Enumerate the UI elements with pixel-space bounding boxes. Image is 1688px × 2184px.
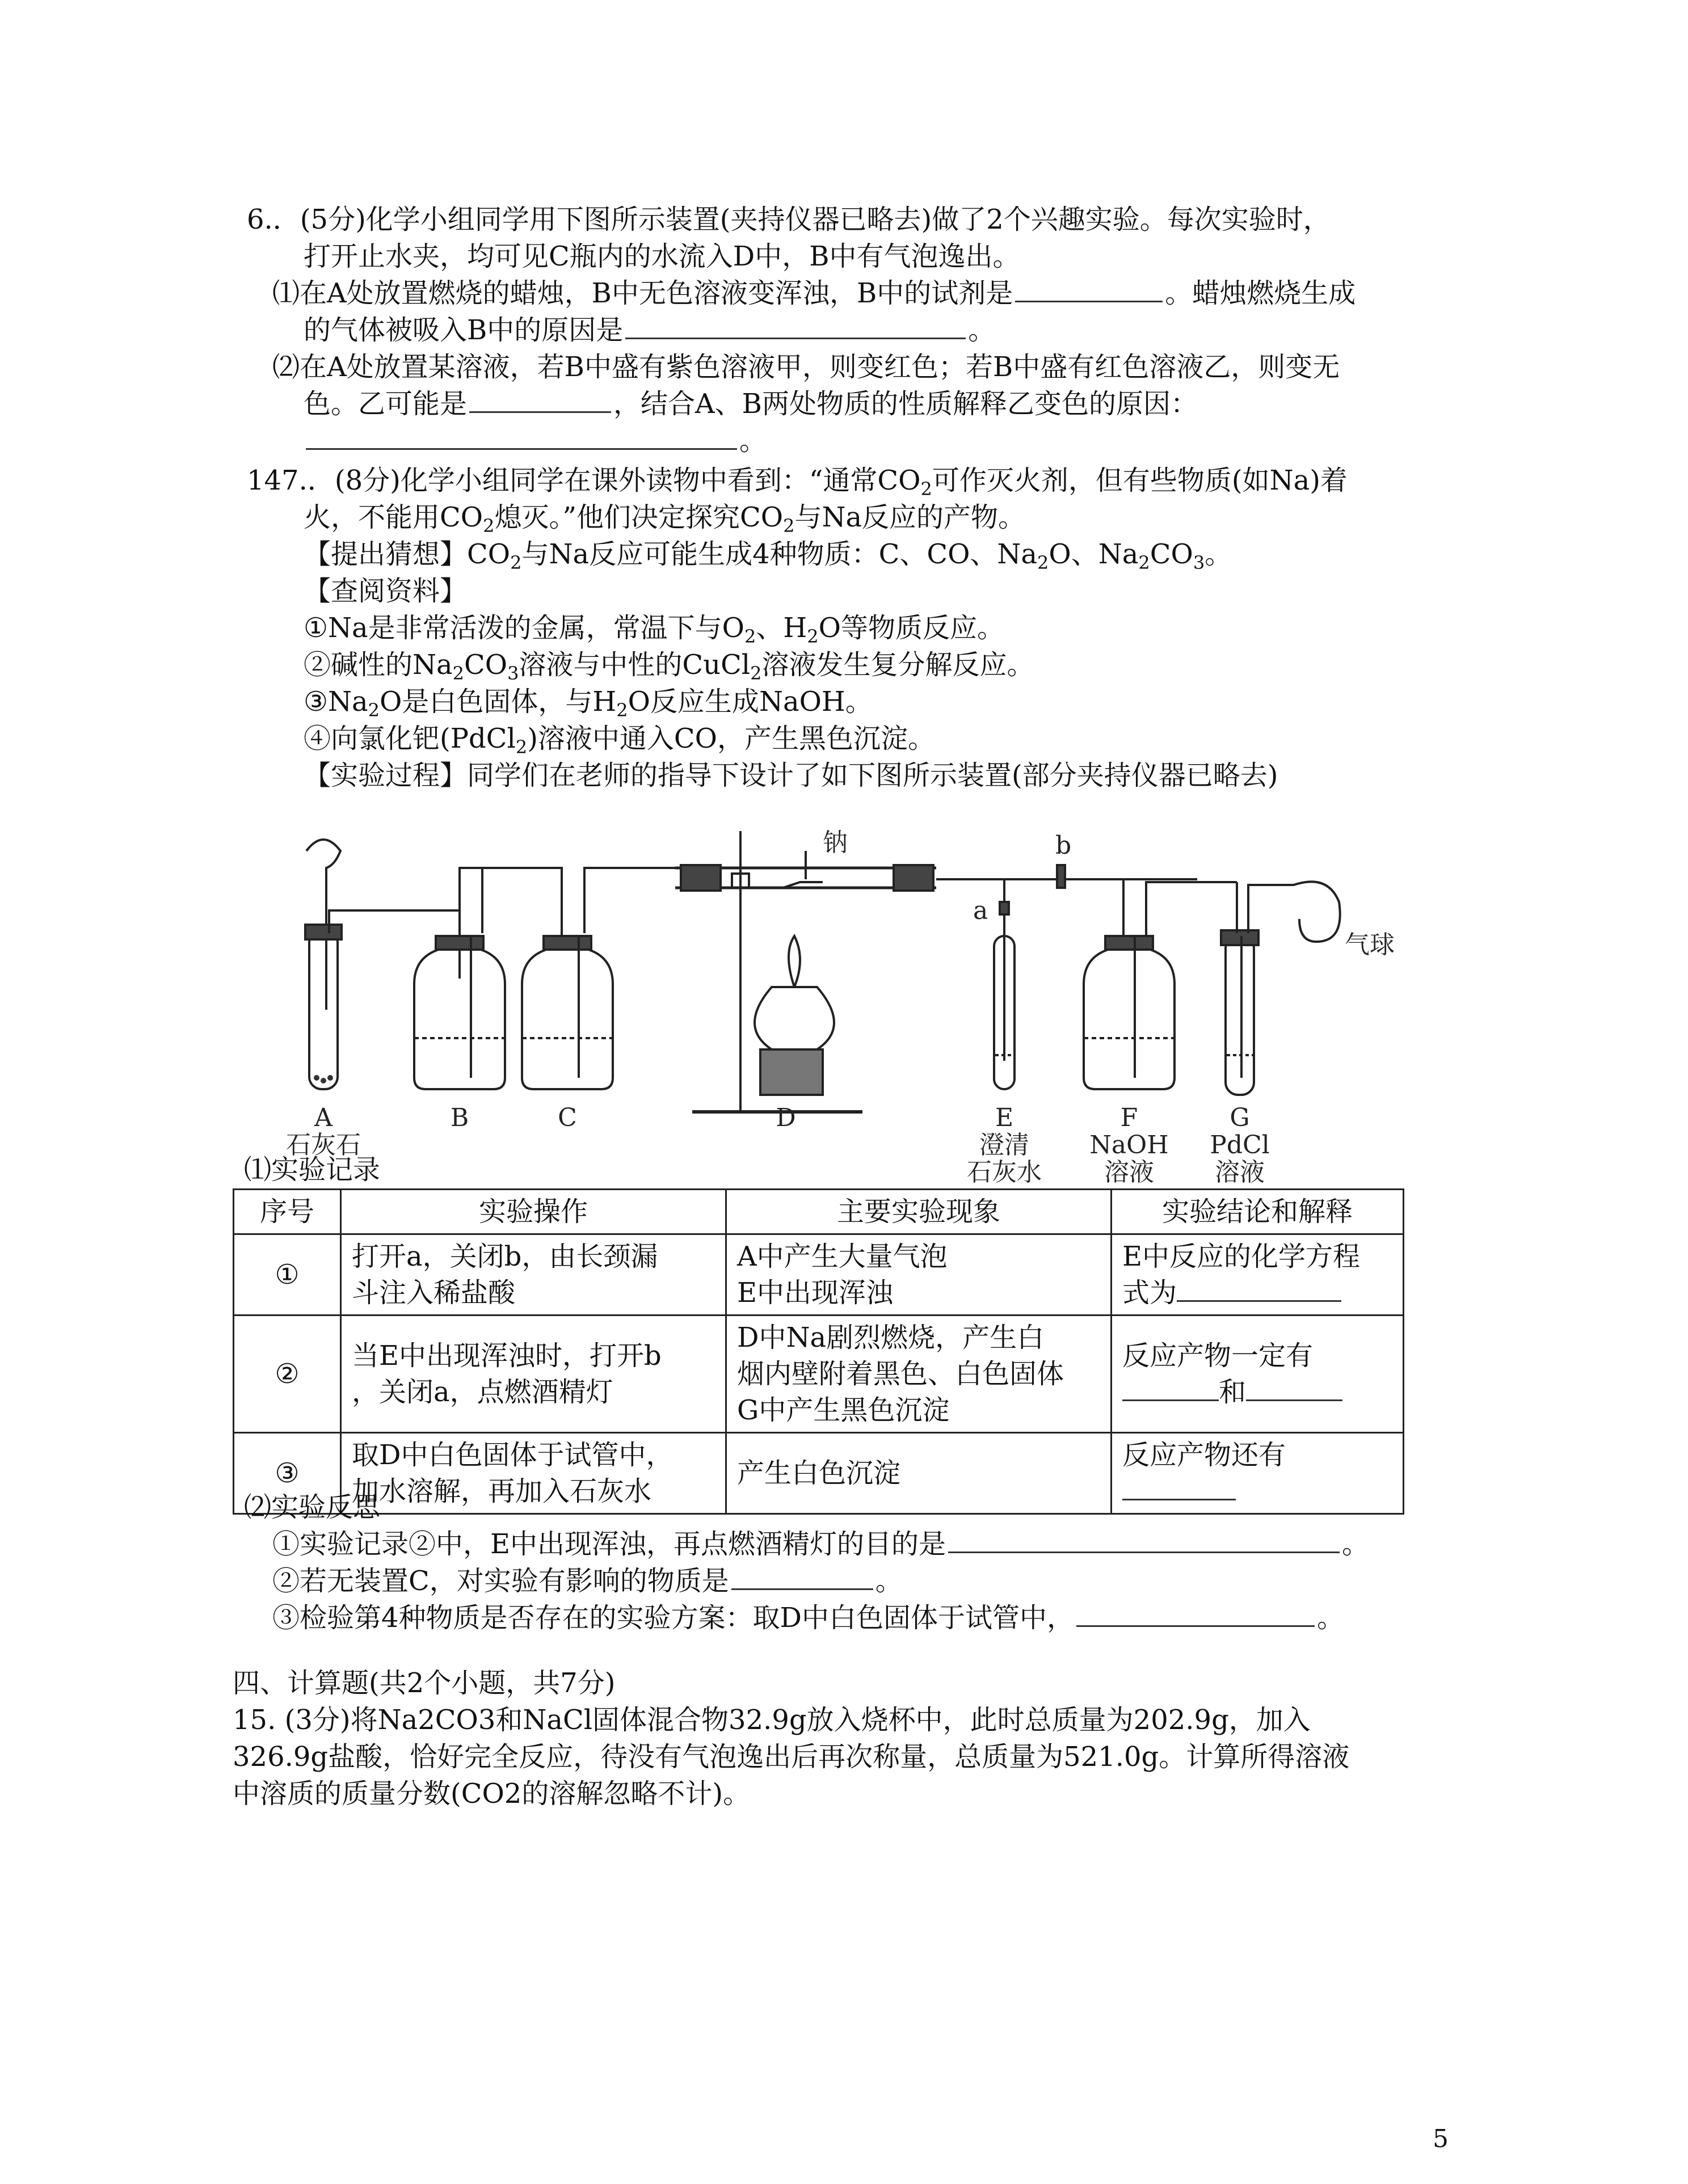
q6-line-2 bbox=[304, 238, 1020, 275]
q15-text-3: 中溶质的质量分数(CO2的溶解忽略不计)。 bbox=[233, 1778, 751, 1810]
q6-text-2: 打开止水夹，均可见C瓶内的水流入D中，B中有气泡逸出。 bbox=[304, 241, 1020, 272]
record-caption-text: ⑴实验记录 bbox=[244, 1154, 381, 1186]
q147-ref-3 bbox=[304, 684, 873, 720]
ref1-c: O等物质反应。 bbox=[818, 612, 1004, 644]
q6-part2-line bbox=[272, 349, 1340, 385]
row-conclusion bbox=[1112, 1316, 1404, 1433]
q6-part1-line bbox=[272, 275, 1356, 311]
guess-text-a: 【提出猜想】CO bbox=[304, 538, 511, 570]
ph-line: A中产生大量气泡 bbox=[737, 1241, 948, 1272]
reflect-text-2: ②若无装置C，对实验有影响的物质是 bbox=[272, 1565, 729, 1597]
balloon-label: 气球 bbox=[1345, 930, 1395, 959]
ph-line: D中Na剧烈燃烧，产生白 bbox=[737, 1322, 1045, 1354]
q147-line-2 bbox=[304, 499, 1025, 536]
apparatus-label-e-line-2: 石灰水 bbox=[967, 1158, 1042, 1187]
q15-line-1 bbox=[233, 1702, 1311, 1738]
apparatus-c-bottle bbox=[516, 868, 675, 1089]
q6-part2-text-c: ，结合A、B两处物质的性质解释乙变色的原因： bbox=[613, 388, 1198, 420]
reflect-line-1 bbox=[272, 1526, 1369, 1562]
apparatus-label-a: A bbox=[314, 1103, 332, 1132]
ph-line: 产生白色沉淀 bbox=[737, 1457, 901, 1489]
q6-part2-text-d: 。 bbox=[739, 425, 767, 457]
apparatus-g-test-tube bbox=[1221, 882, 1340, 1095]
page-number: 5 bbox=[1433, 2124, 1449, 2153]
reflect-line-3 bbox=[272, 1600, 1344, 1636]
ph-line: 烟内壁附着黑色、白色固体 bbox=[737, 1358, 1064, 1390]
op-line: 加水溶解，再加入石灰水 bbox=[352, 1475, 652, 1507]
ph-line: E中出现浑浊 bbox=[737, 1277, 894, 1309]
q147-text-1a: 147.．(8分)化学小组同学在课外读物中看到：“通常CO bbox=[247, 465, 921, 496]
answer-blank[interactable] bbox=[948, 1527, 1340, 1553]
subscript: 3 bbox=[1193, 552, 1205, 574]
apparatus-b-bottle bbox=[414, 868, 516, 1089]
q147-ref-1 bbox=[304, 610, 1004, 646]
c-text: 式为 bbox=[1122, 1277, 1177, 1309]
ref2-d: 溶液发生复分解反应。 bbox=[761, 649, 1034, 681]
q6-part1-text: ⑴在A处放置燃烧的蜡烛，B中无色溶液变浑浊，B中的试剂是 bbox=[272, 277, 1013, 309]
row-index: ① bbox=[234, 1234, 341, 1316]
guess-text-d: CO bbox=[1150, 538, 1193, 570]
q6-part1-text-d: 。 bbox=[968, 314, 996, 346]
sodium-label: 钠 bbox=[823, 828, 848, 857]
record-table bbox=[233, 1188, 1404, 1515]
c-line: E中反应的化学方程 bbox=[1122, 1241, 1361, 1272]
subscript: 2 bbox=[1037, 552, 1049, 574]
apparatus-a-test-tube bbox=[305, 840, 460, 1089]
c-line bbox=[1122, 1473, 1392, 1510]
q6-part2-text: ⑵在A处放置某溶液，若B中盛有紫色溶液甲，则变红色；若B中盛有红色溶液乙，则变无 bbox=[272, 351, 1340, 383]
subscript: 2 bbox=[616, 699, 628, 721]
q6-answer-blank-3[interactable] bbox=[469, 386, 611, 413]
q15-text-1: 15. (3分)将Na2CO3和NaCl固体混合物32.9g放入烧杯中，此时总质量为202.9g，加入 bbox=[233, 1704, 1311, 1736]
q147-text-1b: 可作灭火剂，但有些物质(如Na)着 bbox=[932, 465, 1348, 496]
subscript: 2 bbox=[750, 663, 762, 684]
row-phenomenon bbox=[726, 1234, 1112, 1316]
c-line: 反应产物还有 bbox=[1122, 1439, 1286, 1471]
guess-text-b: 与Na反应可能生成4种物质：C、CO、Na bbox=[521, 538, 1038, 570]
q6-answer-blank-4[interactable] bbox=[306, 423, 737, 450]
q147-process bbox=[304, 757, 1278, 794]
row-conclusion bbox=[1112, 1234, 1404, 1316]
valve-a-label: a bbox=[973, 896, 988, 925]
header-index: 序号 bbox=[234, 1190, 341, 1234]
subscript: 2 bbox=[783, 515, 795, 537]
answer-blank[interactable] bbox=[1177, 1277, 1341, 1302]
apparatus-label-e: E bbox=[995, 1103, 1014, 1132]
q147-text-2a: 火，不能用CO bbox=[304, 501, 483, 533]
header-conclusion: 实验结论和解释 bbox=[1112, 1190, 1404, 1234]
apparatus-label-b: B bbox=[450, 1103, 469, 1132]
table-row bbox=[234, 1433, 1404, 1514]
row-operation bbox=[341, 1316, 726, 1433]
ref2-b: CO bbox=[464, 649, 508, 681]
row-operation bbox=[341, 1433, 726, 1514]
ref3-c: O反应生成NaOH。 bbox=[628, 686, 873, 718]
c-line bbox=[1122, 1374, 1392, 1410]
record-header-row bbox=[234, 1190, 1404, 1234]
row-phenomenon bbox=[726, 1433, 1112, 1514]
ref2-c: 溶液与中性的CuCl bbox=[519, 649, 751, 681]
subscript: 2 bbox=[515, 736, 528, 758]
apparatus-label-d: D bbox=[776, 1103, 796, 1132]
q147-line-1 bbox=[247, 462, 1348, 499]
ref2-a: ②碱性的Na bbox=[304, 649, 453, 681]
apparatus-label-f-line-1: NaOH bbox=[1089, 1131, 1169, 1160]
subscript: 2 bbox=[1138, 552, 1150, 574]
row-index: ② bbox=[234, 1316, 341, 1433]
ref1-a: ①Na是非常活泼的金属，常温下与O bbox=[304, 612, 745, 644]
reflect-caption-text: ⑵实验反思 bbox=[244, 1491, 381, 1523]
apparatus-label-g-line-2: 溶液 bbox=[1215, 1158, 1265, 1187]
q6-part2-text-b: 色。乙可能是 bbox=[304, 388, 468, 420]
apparatus-label-f: F bbox=[1120, 1103, 1138, 1132]
subscript: 2 bbox=[368, 699, 380, 721]
answer-blank[interactable] bbox=[731, 1563, 873, 1590]
answer-blank[interactable] bbox=[1246, 1377, 1342, 1401]
ref3-a: ③Na bbox=[304, 686, 368, 718]
reflect-text-1b: 。 bbox=[1342, 1528, 1370, 1560]
subscript: 2 bbox=[483, 515, 495, 537]
row-index: ③ bbox=[234, 1433, 341, 1514]
reflect-text-3b: 。 bbox=[1317, 1602, 1345, 1634]
q147-lookup-heading bbox=[304, 573, 467, 609]
section4-title-text: 四、计算题(共2个小题，共7分) bbox=[233, 1667, 616, 1699]
apparatus-e-test-tube bbox=[994, 865, 1065, 1089]
table-row bbox=[234, 1316, 1404, 1433]
header-operation: 实验操作 bbox=[341, 1190, 726, 1234]
q6-part2-line-3 bbox=[304, 423, 767, 459]
q6-part1-text-b: 。蜡烛燃烧生成 bbox=[1165, 277, 1356, 309]
op-line: 取D中白色固体于试管中， bbox=[352, 1439, 673, 1471]
q6-part1-line-2 bbox=[304, 312, 995, 348]
q147-guess bbox=[304, 536, 1232, 572]
apparatus-d-combustion-tube bbox=[675, 831, 1197, 1112]
q147-text-2b: 熄灭。”他们决定探究CO bbox=[494, 501, 784, 533]
apparatus-label-f-line-2: 溶液 bbox=[1104, 1158, 1154, 1187]
ref3-b: O是白色固体，与H bbox=[380, 686, 617, 718]
c-line bbox=[1122, 1275, 1392, 1311]
subscript: 2 bbox=[920, 478, 932, 500]
apparatus-label-e-line-1: 澄清 bbox=[979, 1131, 1029, 1160]
apparatus-label-g-line-1: PdCl bbox=[1210, 1131, 1270, 1160]
answer-blank[interactable] bbox=[1076, 1600, 1315, 1627]
reflect-caption bbox=[244, 1489, 380, 1525]
subscript: 2 bbox=[744, 626, 756, 647]
q15-line-3 bbox=[233, 1776, 750, 1812]
apparatus-label-c: C bbox=[558, 1103, 577, 1132]
q6-answer-blank-2[interactable] bbox=[625, 313, 966, 339]
apparatus-f-bottle bbox=[1084, 879, 1237, 1089]
reflect-line-2 bbox=[272, 1563, 903, 1599]
row-operation bbox=[341, 1234, 726, 1316]
q147-ref-4 bbox=[304, 720, 935, 757]
q6-part2-line-2 bbox=[304, 386, 1198, 422]
q6-part1-text-c: 的气体被吸入B中的原因是 bbox=[304, 314, 624, 346]
guess-text-e: 。 bbox=[1205, 538, 1232, 570]
c-line: 反应产物一定有 bbox=[1122, 1340, 1314, 1372]
answer-blank[interactable] bbox=[1122, 1377, 1219, 1401]
q6-line-1 bbox=[247, 201, 1331, 238]
apparatus-label-a-line-1: 石灰石 bbox=[286, 1131, 361, 1160]
subscript: 2 bbox=[452, 663, 464, 684]
subscript: 3 bbox=[507, 663, 519, 684]
c-text: 和 bbox=[1219, 1376, 1247, 1408]
section4-title bbox=[233, 1665, 616, 1701]
answer-blank[interactable] bbox=[1122, 1476, 1236, 1500]
q6-answer-blank-1[interactable] bbox=[1015, 276, 1163, 302]
q15-line-2 bbox=[233, 1739, 1349, 1775]
row-conclusion bbox=[1112, 1433, 1404, 1514]
ref4-a: ④向氯化钯(PdCl bbox=[304, 723, 516, 754]
record-caption bbox=[244, 1152, 380, 1188]
q6-text-1: 6.．(5分)化学小组同学用下图所示装置(夹持仪器已略去)做了2个兴趣实验。每次实验时， bbox=[247, 204, 1331, 235]
header-phenomenon: 主要实验现象 bbox=[726, 1190, 1112, 1234]
reflect-text-2b: 。 bbox=[875, 1565, 903, 1597]
q147-text-2c: 与Na反应的产物。 bbox=[794, 501, 1026, 533]
op-line: 当E中出现浑浊时，打开b bbox=[352, 1340, 662, 1372]
row-phenomenon bbox=[726, 1316, 1112, 1433]
ref4-b: )溶液中通入CO，产生黑色沉淀。 bbox=[527, 723, 936, 754]
guess-text-c: O、Na bbox=[1049, 538, 1139, 570]
table-row bbox=[234, 1234, 1404, 1316]
op-line: ，关闭a，点燃酒精灯 bbox=[352, 1376, 613, 1408]
ph-line: G中产生黑色沉淀 bbox=[737, 1394, 950, 1426]
apparatus-label-g: G bbox=[1230, 1103, 1250, 1132]
ref1-b: 、H bbox=[756, 612, 807, 644]
q147-ref-2 bbox=[304, 647, 1034, 683]
lookup-text: 【查阅资料】 bbox=[304, 575, 468, 607]
op-line: 打开a，关闭b，由长颈漏 bbox=[352, 1241, 658, 1272]
reflect-text-1: ①实验记录②中，E中出现浑浊，再点燃酒精灯的目的是 bbox=[272, 1528, 946, 1560]
q15-text-2: 326.9g盐酸，恰好完全反应，待没有气泡逸出后再次称量，总质量为521.0g。计算所得溶液 bbox=[233, 1741, 1350, 1773]
subscript: 2 bbox=[807, 626, 819, 647]
subscript: 2 bbox=[510, 552, 522, 574]
valve-b-label: b bbox=[1055, 831, 1072, 860]
process-text: 【实验过程】同学们在老师的指导下设计了如下图所示装置(部分夹持仪器已略去) bbox=[304, 760, 1278, 791]
op-line: 斗注入稀盐酸 bbox=[352, 1277, 516, 1309]
reflect-text-3: ③检验第4种物质是否存在的实验方案：取D中白色固体于试管中， bbox=[272, 1602, 1075, 1634]
